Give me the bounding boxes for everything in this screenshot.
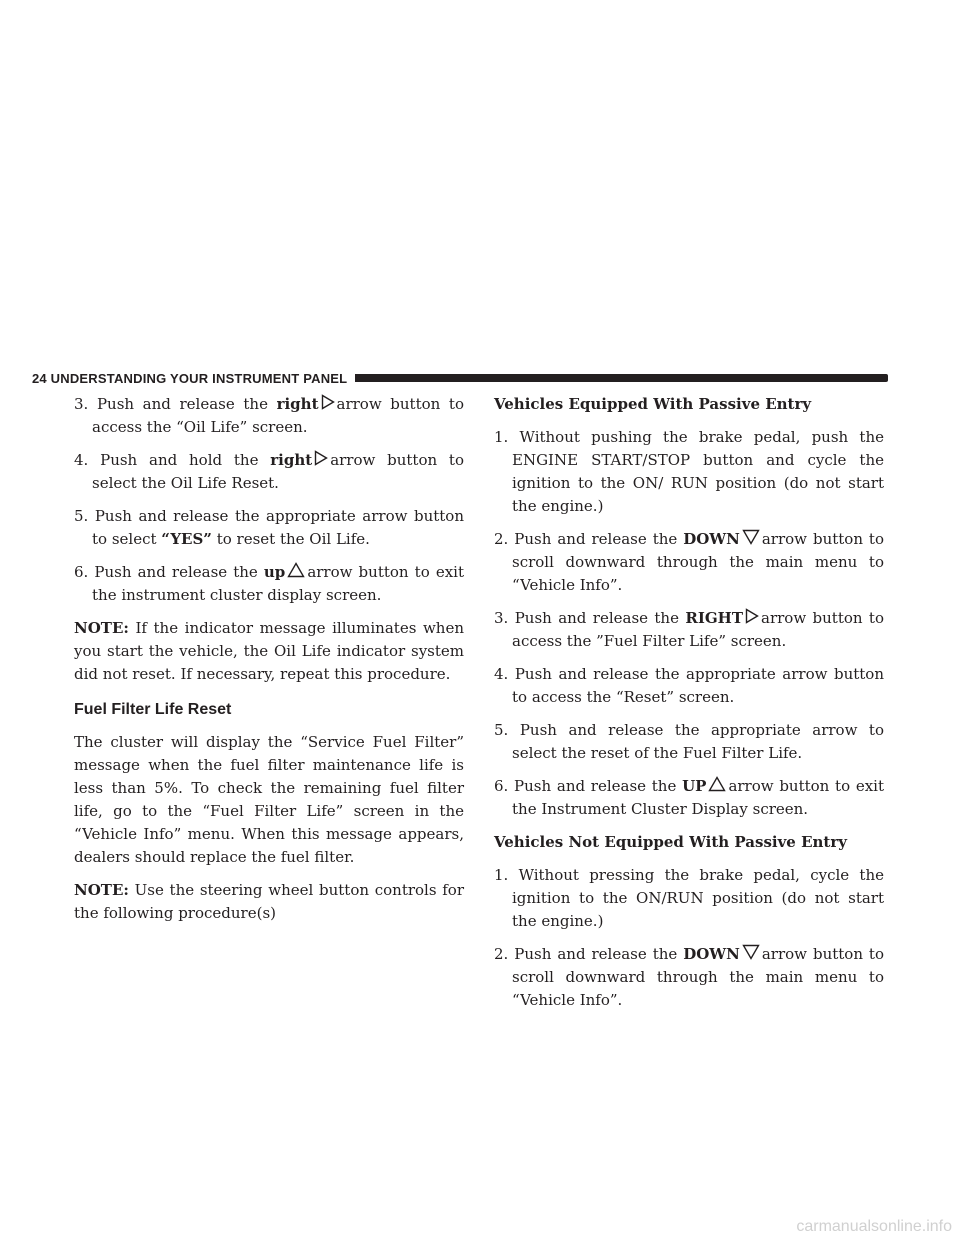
passive-step-1: 1. Without pushing the brake pedal, push the ENGINE START/STOP button and cycle the ignition to the ON/ RUN position (do not start the engine.) xyxy=(494,428,884,515)
note-steering-controls: NOTE: Use the steering wheel button controls for the following procedure(s) xyxy=(74,881,464,922)
passive-step-4: 4. Push and release the appropriate arrow button to access the “Reset” screen. xyxy=(494,665,884,706)
up-arrow-icon xyxy=(287,562,305,578)
subhead-passive-entry: Vehicles Equipped With Passive Entry xyxy=(494,395,812,413)
non-passive-step-2: 2. Push and release the DOWN arrow button to scroll downward through the main menu to “Vehicle Info”. xyxy=(494,945,884,1009)
down-arrow-icon xyxy=(742,529,760,545)
right-column xyxy=(494,393,884,1022)
right-arrow-icon xyxy=(321,394,335,410)
passive-step-6: 6. Push and release the UP arrow button to exit the Instrument Cluster Display screen. xyxy=(494,777,884,818)
page-header xyxy=(32,368,888,388)
fuel-filter-body: The cluster will display the “Service Fuel Filter” message when the fuel filter maintenance life is less than 5%. To check the remaining fuel filter life, go to the “Fuel Filter Life” screen in the “Vehicle Info” menu. When this message appears, dealers should replace the fuel filter. xyxy=(74,733,464,866)
passive-step-3: 3. Push and release the RIGHT arrow button to access the ”Fuel Filter Life” screen. xyxy=(494,609,884,650)
passive-step-2: 2. Push and release the DOWN arrow button to scroll downward through the main menu to “Vehicle Info”. xyxy=(494,530,884,594)
right-arrow-icon xyxy=(745,608,759,624)
watermark: carmanualsonline.info xyxy=(796,1218,952,1235)
down-arrow-icon xyxy=(742,944,760,960)
note-oil-life: NOTE: If the indicator message illuminates when you start the vehicle, the Oil Life indicator system did not reset. If necessary, repeat this procedure. xyxy=(74,619,464,683)
section-title-fuel-filter: Fuel Filter Life Reset xyxy=(74,701,232,718)
header-rule xyxy=(355,374,888,382)
non-passive-step-1: 1. Without pressing the brake pedal, cycle the ignition to the ON/RUN position (do not start the engine.) xyxy=(494,866,884,930)
page-number-and-chapter: 24 UNDERSTANDING YOUR INSTRUMENT PANEL xyxy=(32,370,348,386)
subhead-no-passive-entry: Vehicles Not Equipped With Passive Entry xyxy=(494,833,847,851)
oil-step-5: 5. Push and release the appropriate arrow button to select “YES” to reset the Oil Life. xyxy=(74,507,464,548)
oil-step-6: 6. Push and release the up arrow button to exit the instrument cluster display screen. xyxy=(74,563,464,604)
passive-step-5: 5. Push and release the appropriate arrow to select the reset of the Fuel Filter Life. xyxy=(494,721,884,762)
oil-step-4: 4. Push and hold the right arrow button to select the Oil Life Reset. xyxy=(74,451,464,492)
oil-step-3: 3. Push and release the right arrow button to access the “Oil Life” screen. xyxy=(74,395,464,436)
up-arrow-icon xyxy=(708,776,726,792)
left-column xyxy=(74,393,464,935)
right-arrow-icon xyxy=(314,450,328,466)
